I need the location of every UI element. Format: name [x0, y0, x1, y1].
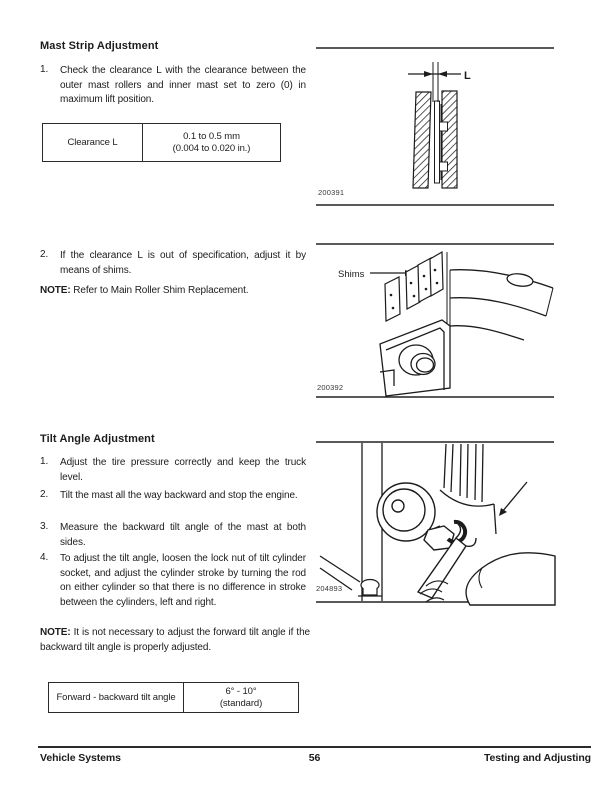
step-text: Measure the backward tilt angle of the mast at both sides. [60, 522, 306, 548]
footer-page-number: 56 [308, 752, 321, 764]
step-number: 4. [40, 552, 49, 563]
note-text: It is not necessary to adjust the forward tilt angle if the backward tilt angle is properly adjusted. [40, 627, 310, 653]
step-item [40, 552, 306, 610]
step-item [40, 489, 306, 504]
step-item [40, 64, 306, 108]
note-text: Refer to Main Roller Shim Replacement. [70, 285, 249, 296]
step-text: Tilt the mast all the way backward and stop the engine. [60, 490, 298, 501]
mast-cross-section [413, 91, 457, 188]
step-number: 1. [40, 64, 49, 75]
note-paragraph [40, 626, 310, 655]
shims-label: Shims [338, 269, 365, 280]
section-heading-mast-strip: Mast Strip Adjustment [40, 40, 159, 52]
tilt-cylinder-socket [377, 483, 461, 554]
roller-bracket [380, 320, 450, 396]
note-paragraph [40, 284, 310, 299]
footer-chapter-title: Testing and Adjusting [484, 752, 591, 764]
section-heading-tilt-angle: Tilt Angle Adjustment [40, 433, 155, 445]
step-text: To adjust the tilt angle, loosen the lock nut of tilt cylinder socket, and adjust the cylinder stroke by turning the rod on either cylinder so that there is no difference in stroke between the cylinders, left and right. [60, 553, 306, 608]
figure-ref-number: 200391 [318, 188, 345, 197]
spec-label: Forward - backward tilt angle [56, 691, 176, 703]
step-number: 1. [40, 456, 49, 467]
spec-value-metric: 0.1 to 0.5 mm [183, 131, 240, 142]
step-text: Check the clearance L with the clearance between the outer mast rollers and inner mast set to zero (0) in maximum lift position. [60, 65, 306, 106]
shims-callout [338, 269, 413, 280]
step-text: If the clearance L is out of specification, adjust it by means of shims. [60, 250, 306, 276]
step-item [40, 249, 306, 278]
shims-diagram-svg [314, 240, 556, 400]
mast-member [450, 270, 553, 340]
note-label: NOTE: [40, 285, 71, 296]
clearance-spec-table [42, 123, 281, 162]
figure-ref-number: 204893 [316, 584, 343, 593]
step-number: 2. [40, 249, 49, 260]
spec-value-standard: (standard) [219, 697, 263, 709]
figure-tilt-cylinder-diagram [314, 438, 556, 606]
spec-label: Clearance L [67, 136, 118, 148]
spec-value-imperial: (0.004 to 0.020 in.) [172, 142, 251, 154]
clearance-diagram-svg [314, 44, 556, 208]
step-number: 3. [40, 521, 49, 532]
tilt-angle-spec-table [48, 682, 299, 713]
dimension-label-L: L [464, 70, 471, 82]
figure-shims-diagram [314, 240, 556, 400]
spec-table-label-cell [49, 683, 184, 712]
footer-rule [38, 746, 591, 748]
spec-table-label-cell [43, 124, 143, 161]
spec-value-range: 6° - 10° [225, 686, 257, 697]
step-item [40, 456, 306, 485]
footer-manual-section: Vehicle Systems [40, 752, 121, 764]
note-label: NOTE: [40, 627, 71, 638]
step-text: Adjust the tire pressure correctly and keep the truck level. [60, 457, 306, 483]
step-item [40, 521, 306, 550]
shim-plates [385, 252, 447, 332]
tilt-cylinder-svg [314, 438, 556, 606]
step-number: 2. [40, 489, 49, 500]
figure-ref-number: 200392 [317, 383, 344, 392]
figure-clearance-diagram [314, 44, 556, 208]
spec-table-value-cell [143, 124, 280, 161]
spec-table-value-cell [184, 683, 298, 712]
